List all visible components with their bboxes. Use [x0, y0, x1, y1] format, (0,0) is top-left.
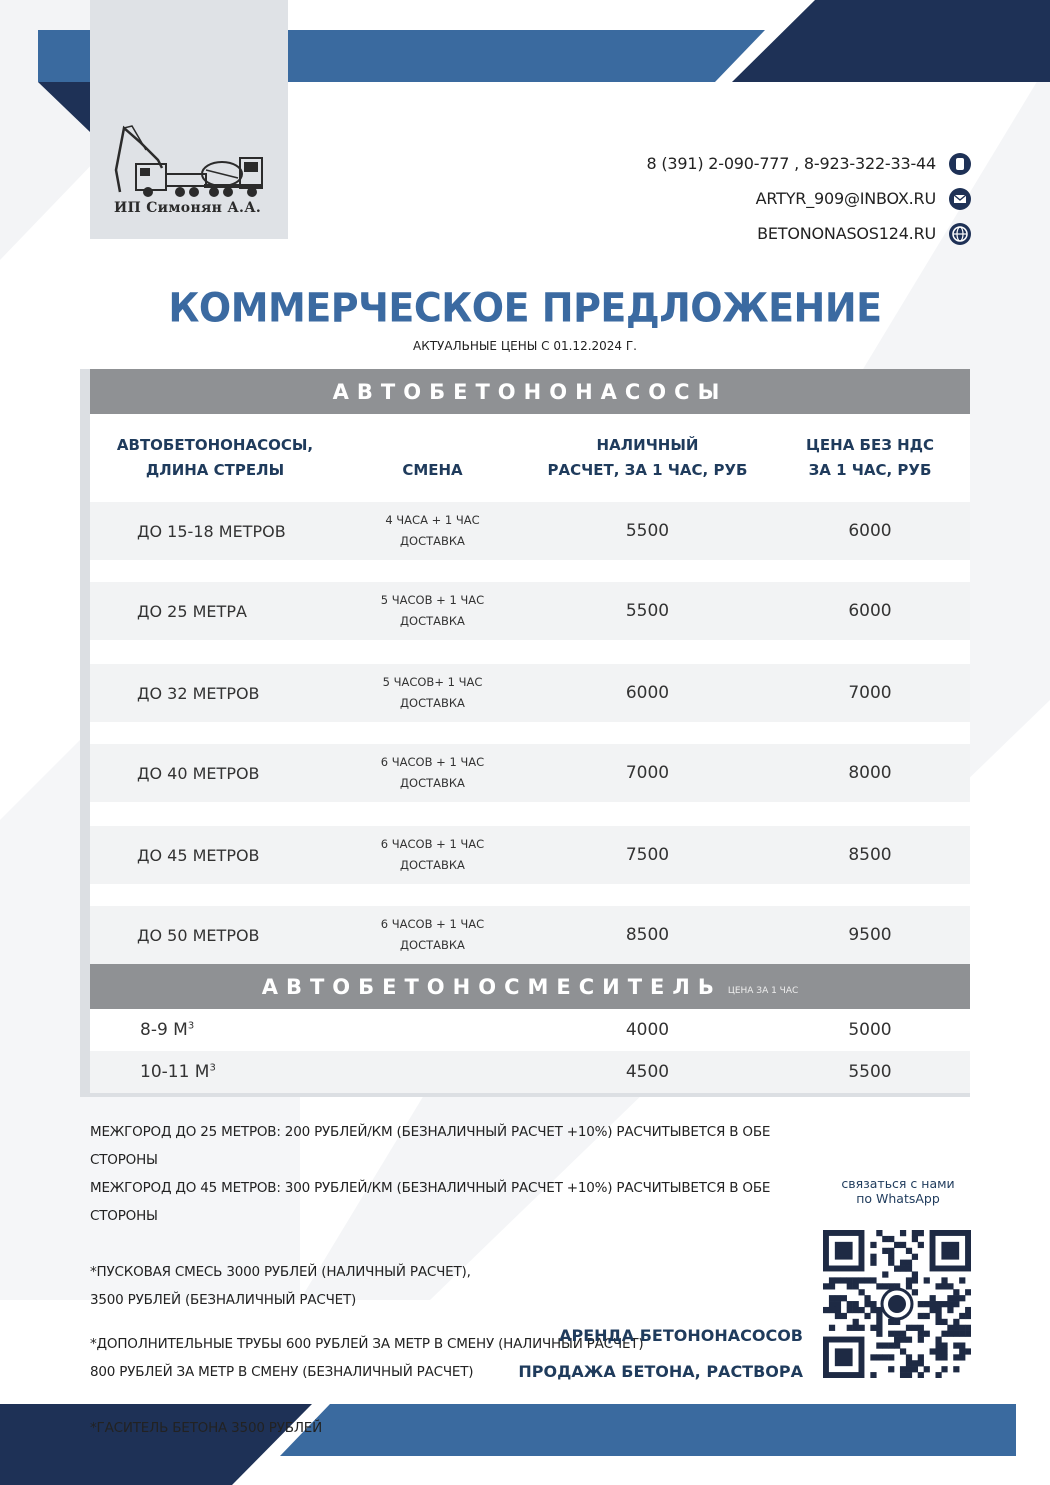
mixer-no-vat-price: 5500 — [848, 1062, 892, 1082]
whatsapp-label: связаться с нами по WhatsApp — [841, 1176, 955, 1206]
no-vat-price: 6000 — [848, 521, 892, 541]
no-vat-price: 8500 — [848, 845, 892, 865]
boom-length: ДО 25 МЕТРА — [137, 601, 247, 621]
services — [518, 1318, 803, 1390]
table-row — [90, 502, 970, 560]
contact-phone[interactable] — [552, 146, 972, 181]
row-gap — [90, 884, 970, 906]
pumps-section-header: АВТОБЕТОНОНАСОСЫ — [90, 369, 970, 414]
no-vat-price: 8000 — [848, 763, 892, 783]
website-url: BETONONASOS124.RU — [757, 224, 936, 243]
row-gap — [90, 560, 970, 582]
table-row — [90, 1051, 970, 1093]
mixers-section-note: ЦЕНА ЗА 1 ЧАС — [727, 985, 799, 996]
mixer-cash-price: 4500 — [625, 1062, 670, 1082]
cash-price: 7000 — [625, 763, 670, 783]
cash-price: 8500 — [625, 925, 670, 945]
boom-length: ДО 50 МЕТРОВ — [137, 925, 260, 945]
page-title: КОММЕРЧЕСКОЕ ПРЕДЛОЖЕНИЕ — [168, 284, 882, 332]
note-starter-mix: *ПУСКОВАЯ СМЕСЬ 3000 РУБЛЕЙ (НАЛИЧНЫЙ РАСЧЕТ), — [90, 1264, 471, 1280]
service-sale: ПРОДАЖА БЕТОНА, РАСТВОРА — [518, 1362, 803, 1381]
note-intercity-25: МЕЖГОРОД ДО 25 МЕТРОВ: 200 РУБЛЕЙ/КМ (БЕЗНАЛИЧНЫЙ РАСЧЕТ +10%) РАСЧИТЫВЕТСЯ В ОБЕ СТОРОНЫ — [90, 1124, 771, 1168]
cash-price: 5500 — [625, 601, 670, 621]
column-header-length: АВТОБЕТОНОНАСОСЫ, ДЛИНА СТРЕЛЫ — [116, 436, 314, 479]
shift: 4 ЧАСА + 1 ЧАС ДОСТАВКА — [385, 513, 480, 548]
boom-length: ДО 45 МЕТРОВ — [137, 845, 260, 865]
whatsapp-qr-code[interactable] — [823, 1230, 971, 1378]
table-row — [90, 582, 970, 640]
shift: 5 ЧАСОВ+ 1 ЧАС ДОСТАВКА — [382, 675, 483, 710]
cash-price: 6000 — [625, 683, 670, 703]
note-starter-mix-cont: 3500 РУБЛЕЙ (БЕЗНАЛИЧНЫЙ РАСЧЕТ) — [90, 1292, 357, 1308]
column-header-no-vat: ЦЕНА БЕЗ НДС ЗА 1 ЧАС, РУБ — [805, 436, 935, 479]
row-gap — [90, 640, 970, 664]
whatsapp-icon — [888, 1295, 906, 1313]
mixers-section-header — [90, 964, 970, 1009]
globe-icon — [948, 222, 972, 246]
note-damper: *ГАСИТЕЛЬ БЕТОНА 3500 РУБЛЕЙ — [90, 1420, 323, 1436]
table-row — [90, 664, 970, 722]
mixers-section-title: АВТОБЕТОНОСМЕСИТЕЛЬ — [261, 974, 722, 999]
contact-email[interactable] — [552, 181, 972, 216]
mixer-cash-price: 4000 — [625, 1020, 670, 1040]
no-vat-price: 7000 — [848, 683, 892, 703]
note-intercity-45: МЕЖГОРОД ДО 45 МЕТРОВ: 300 РУБЛЕЙ/КМ (БЕЗНАЛИЧНЫЙ РАСЧЕТ +10%) РАСЧИТЫВЕТСЯ В ОБЕ СТОРОНЫ — [90, 1180, 771, 1224]
table-row — [90, 906, 970, 964]
table-row — [90, 1009, 970, 1051]
shift: 6 ЧАСОВ + 1 ЧАС ДОСТАВКА — [380, 837, 485, 872]
row-gap — [90, 722, 970, 744]
notes — [90, 1118, 790, 1442]
contact-website[interactable] — [552, 216, 972, 251]
pump-rows — [90, 502, 970, 964]
mail-icon — [948, 187, 972, 211]
page-subtitle: АКТУАЛЬНЫЕ ЦЕНЫ С 01.12.2024 Г. — [412, 339, 637, 353]
service-rent: АРЕНДА БЕТОНОНАСОСОВ — [559, 1326, 803, 1345]
boom-length: ДО 15-18 МЕТРОВ — [137, 521, 286, 541]
mixer-no-vat-price: 5000 — [848, 1020, 892, 1040]
boom-length: ДО 40 МЕТРОВ — [137, 763, 260, 783]
shift: 6 ЧАСОВ + 1 ЧАС ДОСТАВКА — [380, 917, 485, 952]
mixer-volume: 8-9 $М^3$ — [140, 1020, 195, 1040]
table-shadow-left — [80, 369, 90, 1097]
column-header-shift: СМЕНА — [402, 460, 463, 479]
phone-number: 8 (391) 2-090-777 , 8-923-322-33-44 — [646, 154, 936, 173]
shift: 6 ЧАСОВ + 1 ЧАС ДОСТАВКА — [380, 755, 485, 790]
note-extra-pipes-cont: 800 РУБЛЕЙ ЗА МЕТР В СМЕНУ (БЕЗНАЛИЧНЫЙ РАСЧЕТ) — [90, 1364, 474, 1380]
note-extra-pipes: *ДОПОЛНИТЕЛЬНЫЕ ТРУБЫ 600 РУБЛЕЙ ЗА МЕТР В СМЕНУ (НАЛИЧНЫЙ РАСЧЕТ) — [90, 1336, 644, 1352]
contacts — [552, 146, 972, 251]
no-vat-price: 6000 — [848, 601, 892, 621]
table-row — [90, 826, 970, 884]
table-row — [90, 744, 970, 802]
price-table — [90, 369, 970, 1093]
table-header-row — [90, 414, 970, 502]
mixer-volume: 10-11 $М^3$ — [140, 1062, 216, 1082]
email-address: ARTYR_909@INBOX.RU — [755, 189, 936, 208]
concrete-truck-logo-icon — [110, 120, 270, 200]
phone-icon — [948, 152, 972, 176]
logo-text: ИП Симонян А.А. — [114, 200, 262, 216]
column-header-cash: НАЛИЧНЫЙ РАСЧЕТ, ЗА 1 ЧАС, РУБ — [547, 436, 748, 479]
cash-price: 5500 — [625, 521, 670, 541]
cash-price: 7500 — [625, 845, 670, 865]
boom-length: ДО 32 МЕТРОВ — [137, 683, 260, 703]
no-vat-price: 9500 — [848, 925, 892, 945]
row-gap — [90, 802, 970, 826]
shift: 5 ЧАСОВ + 1 ЧАС ДОСТАВКА — [380, 593, 485, 628]
logo-box — [90, 0, 288, 239]
